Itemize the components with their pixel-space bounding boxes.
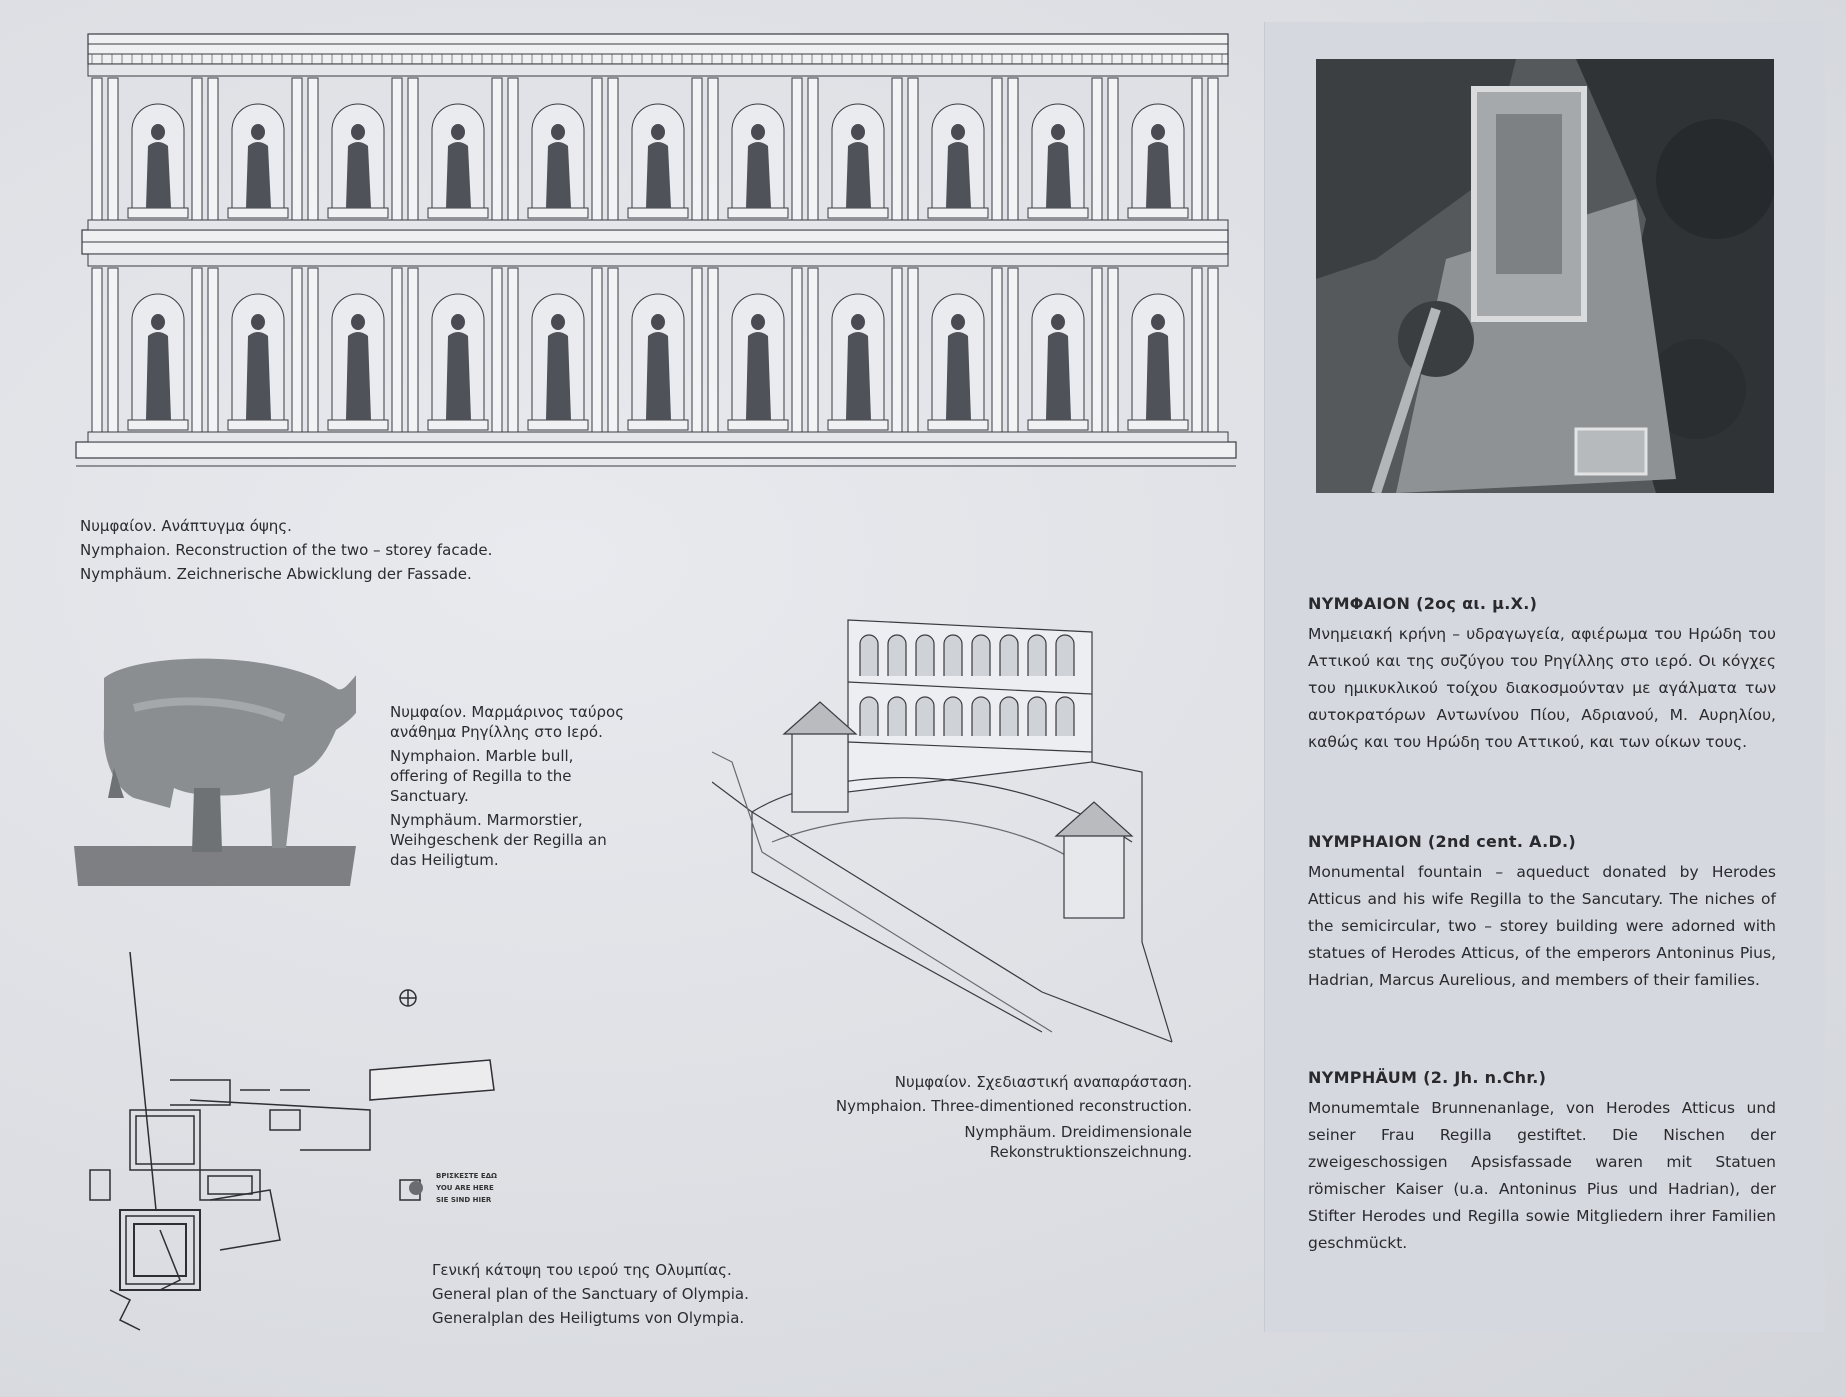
section-english-title: NYMPHAION (2nd cent. A.D.) <box>1308 832 1577 851</box>
facade-elevation-drawing <box>72 30 1238 500</box>
facade-caption-greek: Νυμφαίον. Ανάπτυγμα όψης. <box>80 517 292 535</box>
reconstruction-caption-german-1: Nymphäum. Dreidimensionale <box>964 1123 1192 1141</box>
bull-caption-english-3: Sanctuary. <box>390 787 469 805</box>
reconstruction-caption-german-2: Rekonstruktionszeichnung. <box>989 1143 1192 1161</box>
legend-english: YOU ARE HERE <box>436 1184 494 1192</box>
bull-caption-greek-1: Νυμφαίον. Μαρμάρινος ταύρος <box>390 703 625 721</box>
bull-caption-german-2: Weihgeschenk der Regilla an <box>390 831 607 849</box>
three-dimensional-reconstruction-drawing <box>712 612 1192 1044</box>
facade-caption-german: Nymphäum. Zeichnerische Abwicklung der Fassade. <box>80 565 472 583</box>
you-are-here-legend <box>436 1170 497 1206</box>
bull-caption-german-1: Nymphäum. Marmorstier, <box>390 811 583 829</box>
aerial-photo <box>1316 59 1774 493</box>
facade-caption <box>80 514 492 586</box>
section-german <box>1308 1064 1776 1257</box>
plan-caption-english: General plan of the Sanctuary of Olympia. <box>432 1285 749 1303</box>
reconstruction-caption-greek: Νυμφαίον. Σχεδιαστική αναπαράσταση. <box>894 1073 1192 1091</box>
legend-greek: ΒΡΙΣΚΕΣΤΕ ΕΔΩ <box>436 1172 497 1180</box>
section-greek <box>1308 590 1776 756</box>
reconstruction-caption-english: Nymphaion. Three-dimentioned reconstruction. <box>835 1097 1192 1115</box>
bull-caption-german-3: das Heiligtum. <box>390 851 499 869</box>
plan-caption-german: Generalplan des Heiligtums von Olympia. <box>432 1309 745 1327</box>
section-german-title: NYMPHÄUM (2. Jh. n.Chr.) <box>1308 1068 1547 1087</box>
bull-caption <box>390 702 624 870</box>
section-greek-title: ΝΥΜΦΑΙΟΝ (2ος αι. μ.Χ.) <box>1308 594 1538 613</box>
section-greek-body: Μνημειακή κρήνη – υδραγωγεία, αφιέρωμα του Ηρώδη του Αττικού και της συζύγου του Ρηγίλλης στο ιερό. Οι κόγχες του ημικυκλικού τοίχου διακοσμούνταν με αγάλματα των αυτοκρατόρων Αντωνίνου Πίου, Αδριανού, Μ. Αυρηλίου, καθώς και του Ηρώδη του Αττικού, και των οίκων τους. <box>1308 625 1776 751</box>
section-german-body: Monumemtale Brunnenanlage, von Herodes Atticus und seiner Frau Regilla gestiftet. Die Nischen der zweigeschossigen Apsisfassade waren mit Statuen römischer Kaiser (u.a. Antoninus Pius und Hadrian), der Stifter Herodes und Regilla sowie Mitgliedern ihrer Familien geschmückt. <box>1308 1099 1776 1252</box>
legend-german: SIE SIND HIER <box>436 1196 492 1204</box>
bull-caption-english-1: Nymphaion. Marble bull, <box>390 747 574 765</box>
reconstruction-caption <box>780 1070 1192 1162</box>
section-english <box>1308 828 1776 994</box>
section-english-body: Monumental fountain – aqueduct donated by Herodes Atticus and his wife Regilla to the Sancutary. The niches of the semicircular, two – storey building were adorned with statues of Herodes Atticus, of the emperors Antoninus Pius, Hadrian, Marcus Aurelious, and members of their families. <box>1308 863 1776 989</box>
bull-caption-english-2: offering of Regilla to the <box>390 767 572 785</box>
marble-bull-photo <box>74 648 356 888</box>
plan-caption-greek: Γενική κάτοψη του ιερού της Ολυμπίας. <box>432 1261 732 1279</box>
plan-caption <box>432 1258 749 1330</box>
facade-caption-english: Nymphaion. Reconstruction of the two – storey facade. <box>80 541 493 559</box>
bull-caption-greek-2: ανάθημα Ρηγίλλης στο Ιερό. <box>390 723 603 741</box>
